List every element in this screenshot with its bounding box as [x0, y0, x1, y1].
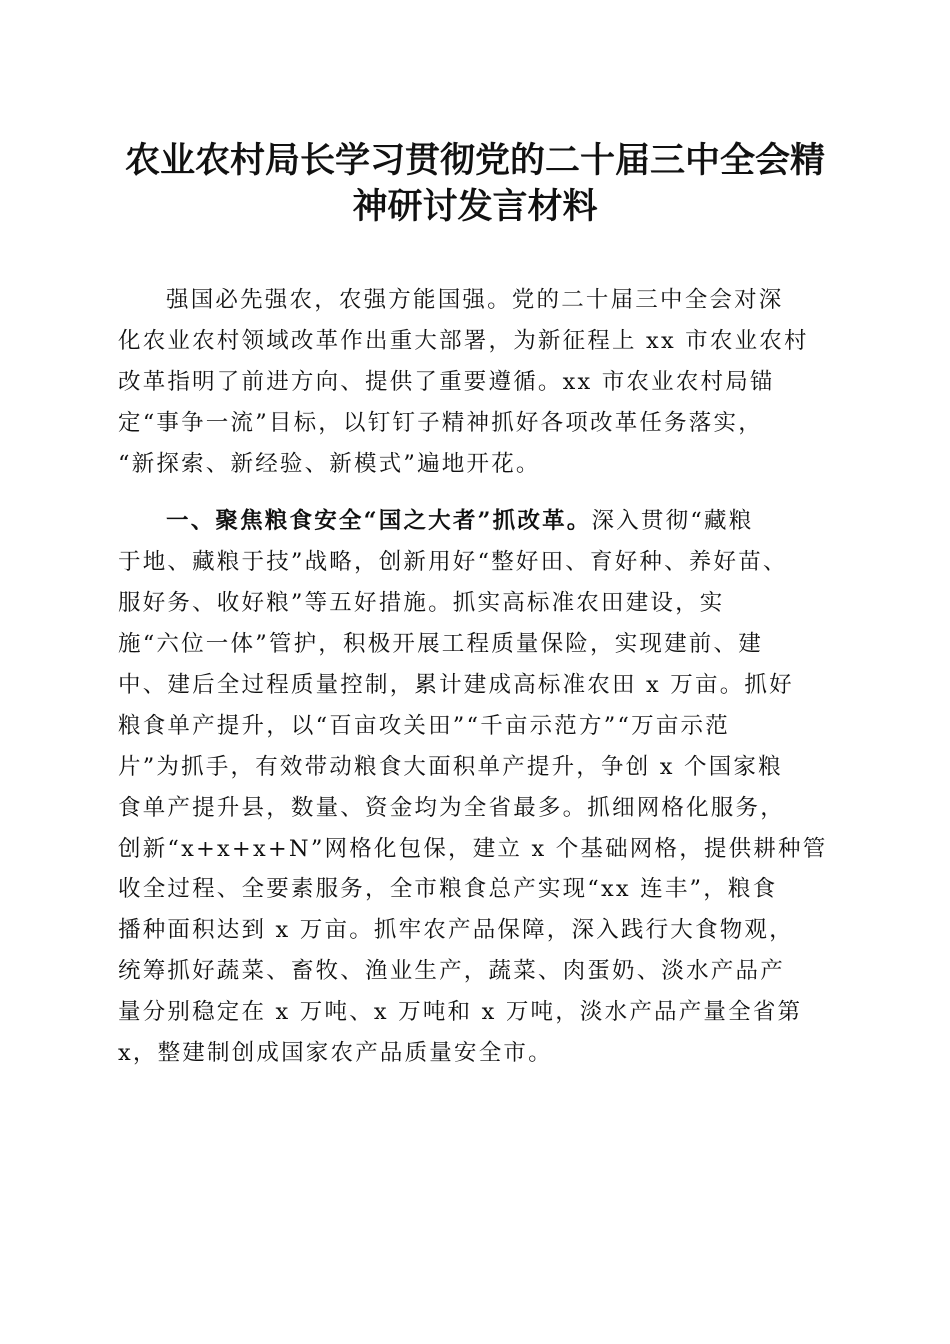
paragraph-line: “新探索、新经验、新模式”遍地开花。	[118, 450, 541, 477]
paragraph-line: 收全过程、全要素服务，全市粮食总产实现“xx 连丰”，粮食	[118, 876, 778, 903]
paragraph-text: 深入贯彻“藏粮	[591, 508, 754, 535]
document-body	[118, 280, 830, 1074]
paragraph-line: 播种面积达到 x 万亩。抓牢农产品保障，深入践行大食物观，	[118, 917, 794, 944]
title-line: 神研讨发言材料	[352, 186, 598, 227]
paragraph-line: 中、建后全过程质量控制，累计建成高标准农田 x 万亩。抓好	[118, 672, 794, 699]
paragraph-spacer	[118, 484, 830, 501]
paragraph-line: x，整建制创成国家农产品质量安全市。	[118, 1040, 553, 1067]
paragraph-line: 定“事争一流”目标，以钉钉子精神抓好各项改革任务落实，	[118, 409, 763, 436]
paragraph-line: 服好务、收好粮”等五好措施。抓实高标准农田建设，实	[118, 590, 725, 617]
title-line: 农业农村局长学习贯彻党的二十届三中全会精	[124, 140, 825, 181]
section-heading: 一、聚焦粮食安全“国之大者”抓改革。	[166, 508, 592, 535]
paragraph-line: 创新“x+x+x+N”网格化包保，建立 x 个基础网格，提供耕种管	[118, 835, 828, 862]
paragraph-grain-security	[118, 501, 830, 1073]
paragraph-line: 食单产提升县，数量、资金均为全省最多。抓细网格化服务，	[118, 794, 785, 821]
paragraph-line: 改革指明了前进方向、提供了重要遵循。xx 市农业农村局锚	[118, 368, 775, 395]
paragraph-intro	[118, 280, 830, 484]
paragraph-line	[118, 501, 830, 542]
paragraph-line: 粮食单产提升，以“百亩攻关田”“千亩示范方”“万亩示范	[118, 712, 730, 739]
paragraph-line: 量分别稳定在 x 万吨、x 万吨和 x 万吨，淡水产品产量全省第	[118, 999, 803, 1026]
paragraph-line: 于地、藏粮于技”战略，创新用好“整好田、育好种、养好苗、	[118, 549, 788, 576]
paragraph-line: 化农业农村领域改革作出重大部署，为新征程上 xx 市农业农村	[118, 327, 809, 354]
paragraph-line: 强国必先强农，农强方能国强。党的二十届三中全会对深	[166, 287, 784, 313]
document-title	[100, 138, 850, 230]
paragraph-line: 统筹抓好蔬菜、畜牧、渔业生产，蔬菜、肉蛋奶、淡水产品产	[118, 958, 785, 985]
paragraph-line: 施“六位一体”管护，积极开展工程质量保险，实现建前、建	[118, 631, 763, 658]
paragraph-line: 片”为抓手，有效带动粮食大面积单产提升，争创 x 个国家粮	[118, 753, 783, 780]
